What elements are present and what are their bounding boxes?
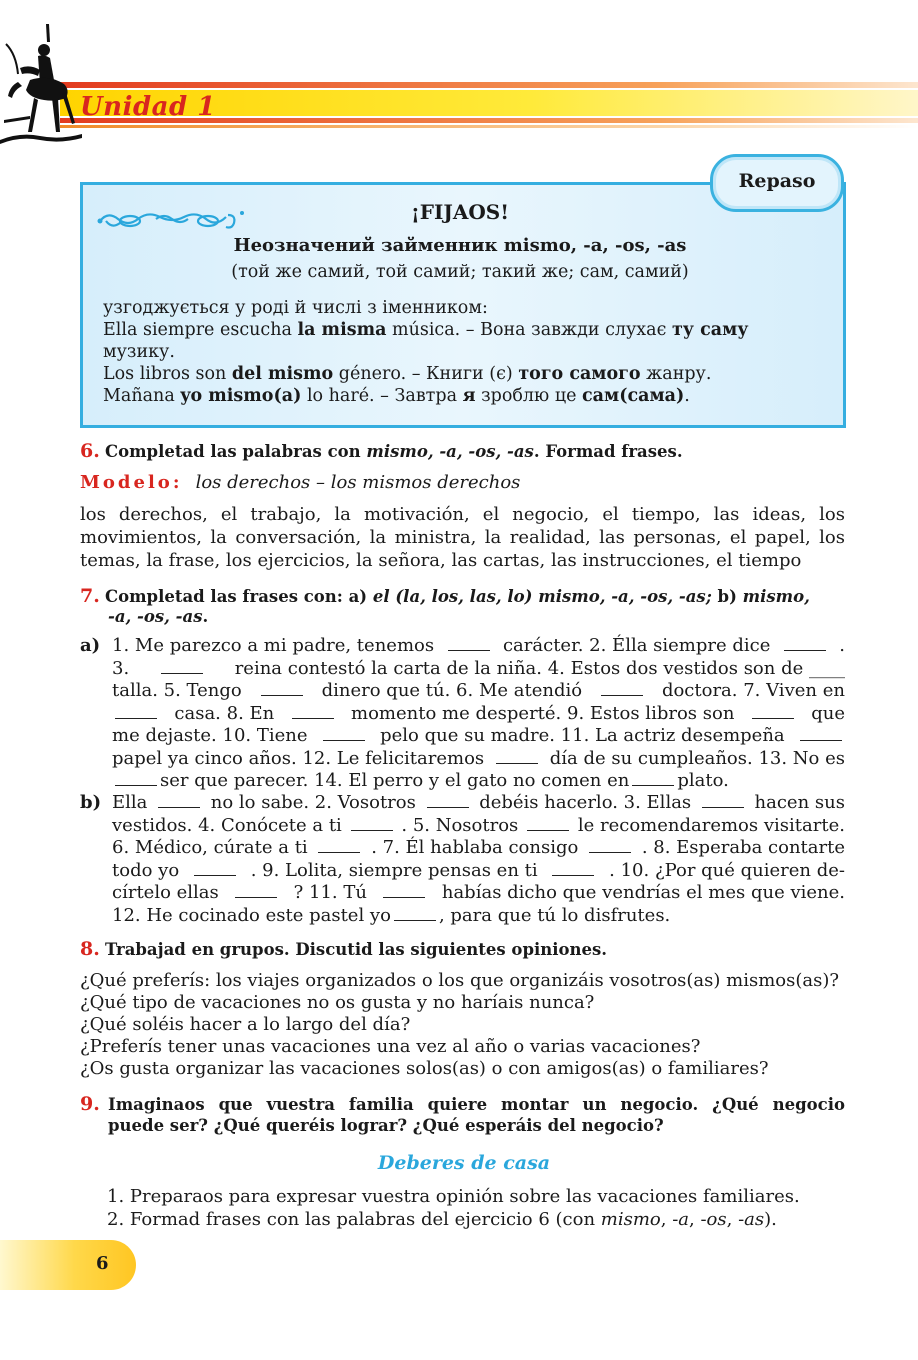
page-number-tab <box>0 1240 136 1290</box>
text: día de su cumpleaños. 13. No es <box>549 747 845 769</box>
exercise-7-line <box>112 837 845 858</box>
text: . <box>684 386 690 406</box>
exercise-8-line: ¿Os gusta organizar las vacaciones solos(as) o con amigos(as) o familiares? <box>80 1058 769 1079</box>
unit-title: Unidad 1 <box>80 92 216 122</box>
blank-field[interactable] <box>589 851 631 853</box>
exercise-6-line: temas, la frase, los ejercicios, la señora, las cartas, las instrucciones, el tiempo <box>80 550 802 571</box>
text: 12. He cocinado este pastel yo <box>112 904 391 926</box>
text: , - <box>689 1209 707 1230</box>
text: as <box>744 1209 765 1230</box>
exercise-9-number <box>80 1093 100 1115</box>
text: el (la, los, las, lo) mismo, -a, -os, -as; <box>372 587 712 606</box>
exercise-7-line <box>112 770 845 791</box>
text: . <box>202 607 209 626</box>
text: doctora. 7. Viven en <box>661 680 845 701</box>
exercise-6-model <box>80 472 520 493</box>
text: talla. 5. Tengo <box>112 680 242 701</box>
text: mismo, <box>742 587 810 606</box>
blank-field[interactable] <box>496 762 538 764</box>
text: habías dicho que vendrías el mes que viene. <box>441 882 845 903</box>
text: 2. Formad frases con las palabras del ejercicio 6 (con <box>107 1209 601 1230</box>
text: ? 11. Tú <box>293 882 367 903</box>
text: la misma <box>297 320 387 340</box>
text: Trabajad en grupos. Discutid las siguientes opiniones. <box>104 940 608 959</box>
blank-field[interactable] <box>784 649 826 651</box>
text: Completad las frases con: a) <box>104 587 373 606</box>
model-label: Modelo: <box>80 472 183 493</box>
text: , para que tú lo disfrutes. <box>438 904 671 926</box>
text: lo haré. – Завтра <box>301 386 463 406</box>
text: Completad las palabras con <box>104 442 367 461</box>
text: . 10. ¿Por qué quieren de- <box>609 859 845 881</box>
exercise-6-header <box>80 440 683 462</box>
exercise-6-line: movimientos, la conversación, la ministra, la realidad, las personas, el papel, los <box>80 527 845 548</box>
text: carácter. 2. Élla siempre dice <box>502 635 771 656</box>
fijaos-title: ¡FIJAOS! <box>411 200 509 224</box>
text: reina contestó la carta de la niña. 4. Estos dos vestidos son de ____ <box>234 657 845 679</box>
text: círtelo ellas <box>112 882 219 903</box>
text: música. – Вона завжди слухає <box>386 320 672 340</box>
text: b) <box>711 587 743 606</box>
text: ). <box>764 1209 777 1230</box>
text: , - <box>726 1209 745 1230</box>
text: . 9. Lolita, siempre pensas en ti <box>250 859 538 881</box>
repaso-label: Repaso <box>738 170 816 192</box>
exercise-number: 6. <box>80 440 100 462</box>
exercise-6-line: los derechos, el trabajo, la motivación, el negocio, el tiempo, las ideas, los <box>80 504 845 525</box>
blank-field[interactable] <box>115 717 157 719</box>
model-text: los derechos – los mismos derechos <box>195 472 521 493</box>
text: зроблю це <box>475 386 582 406</box>
exercise-7-line <box>112 725 845 746</box>
text: dinero que tú. 6. Me atendió <box>321 680 583 701</box>
exercise-7-line <box>112 658 845 679</box>
blank-field[interactable] <box>261 694 303 696</box>
exercise-7-line <box>112 680 845 701</box>
blank-field[interactable] <box>448 649 490 651</box>
part-a-label: a) <box>80 635 101 656</box>
text: me dejaste. 10. Tiene <box>112 725 308 746</box>
blank-field[interactable] <box>632 784 674 786</box>
blank-field[interactable] <box>318 851 360 853</box>
text: -a, -os, -as <box>108 607 203 626</box>
text: я <box>462 386 476 406</box>
text: todo yo <box>112 859 180 881</box>
text: , - <box>660 1209 679 1230</box>
exercise-7-line <box>112 860 845 881</box>
blank-field[interactable] <box>427 806 469 808</box>
homework-item: 1. Preparaos para expresar vuestra opinión sobre las vacaciones familiares. <box>107 1186 800 1207</box>
blank-field[interactable] <box>161 672 203 674</box>
blank-field[interactable] <box>394 919 436 921</box>
exercise-number: 7. <box>80 585 100 607</box>
blank-field[interactable] <box>527 829 569 831</box>
exercise-7-line <box>112 882 845 903</box>
part-b-label: b) <box>80 792 102 813</box>
text: papel ya cinco años. 12. Le felicitaremos <box>112 747 485 769</box>
blank-field[interactable] <box>351 829 393 831</box>
exercise-7-line <box>112 703 845 724</box>
blank-field[interactable] <box>292 717 334 719</box>
text: le recomendaremos visitarte. <box>577 814 845 836</box>
text: del mismo <box>231 364 334 384</box>
exercise-9-line: puede ser? ¿Qué queréis lograr? ¿Qué esperáis del negocio? <box>108 1116 664 1135</box>
exercise-7-line <box>112 748 845 769</box>
text: . 8. Esperaba contarte <box>641 837 845 858</box>
text: debéis hacerlo. 3. Ellas <box>479 792 692 813</box>
text: Ella <box>112 792 148 813</box>
exercise-7-header-cont <box>108 607 208 626</box>
blank-field[interactable] <box>158 806 200 808</box>
text: hacen sus <box>754 792 845 813</box>
blank-field[interactable] <box>752 717 794 719</box>
text: 6. Médico, cúrate a ti <box>112 837 308 858</box>
homework-item <box>107 1209 777 1230</box>
text: Los libros son <box>103 364 232 384</box>
exercise-number: 8. <box>80 938 100 960</box>
text: ser que parecer. 14. El perro y el gato no comen en <box>160 770 630 791</box>
text: mismo <box>600 1209 661 1230</box>
fijaos-example-1-cont: музику. <box>103 342 175 362</box>
exercise-7-line <box>112 815 845 836</box>
blank-field[interactable] <box>601 694 643 696</box>
exercise-7-line <box>112 635 845 656</box>
exercise-8-header <box>80 938 607 960</box>
text: casa. 8. En <box>174 702 275 724</box>
blank-field[interactable] <box>323 739 365 741</box>
text: Ella siempre escucha <box>103 320 298 340</box>
text: 3. <box>112 657 130 679</box>
exercise-8-line: ¿Qué soléis hacer a lo largo del día? <box>80 1014 411 1035</box>
text: . Formad frases. <box>533 442 683 461</box>
fijaos-subtitle: Неозначений займенник mismo, -a, -os, -as <box>233 235 687 256</box>
blank-field[interactable] <box>800 739 842 741</box>
text: vestidos. 4. Conócete a ti <box>112 814 342 836</box>
exercise-number: 9. <box>80 1093 100 1115</box>
text: os <box>706 1209 727 1230</box>
blank-field[interactable] <box>115 784 157 786</box>
text: que <box>811 702 845 724</box>
blank-field[interactable] <box>702 806 744 808</box>
text: mismo, -a, -os, -as <box>366 442 534 461</box>
text: того самого <box>518 364 641 384</box>
fijaos-example-3 <box>103 386 690 406</box>
fijaos-rule: узгоджується у роді й числі з іменником: <box>103 298 488 318</box>
exercise-8-line: ¿Qué tipo de vacaciones no os gusta y no haríais nunca? <box>80 992 595 1013</box>
text: pelo que su madre. 11. La actriz desempeña <box>380 725 785 746</box>
don-quixote-logo-icon <box>0 20 82 150</box>
fijaos-translation: (той же самий, той самий; такий же; сам, самий) <box>231 262 689 282</box>
text: yo mismo(a) <box>180 386 302 406</box>
blank-field[interactable] <box>235 896 277 898</box>
exercise-8-line: ¿Preferís tener unas vacaciones una vez al año o varias vacaciones? <box>80 1036 701 1057</box>
text: ту саму <box>671 320 749 340</box>
text: no lo sabe. 2. Vosotros <box>210 792 416 813</box>
exercise-9-line: Imaginaos que vuestra familia quiere montar un negocio. ¿Qué negocio <box>108 1095 845 1114</box>
text: momento me desperté. 9. Estos libros son <box>351 702 735 724</box>
blank-field[interactable] <box>194 874 236 876</box>
exercise-8-line: ¿Qué preferís: los viajes organizados o los que organizáis vosotros(as) mismos(as)? <box>80 970 840 991</box>
text: жанру. <box>640 364 712 384</box>
exercise-7-line <box>112 905 845 926</box>
text: сам(сама) <box>582 386 685 406</box>
exercise-7-header <box>80 585 810 607</box>
text: . 7. Él hablaba consigo <box>371 837 579 858</box>
text: género. – Книги (є) <box>333 364 519 384</box>
text: a <box>678 1209 690 1230</box>
fijaos-example-2 <box>103 364 711 384</box>
homework-title: Deberes de casa <box>377 1152 551 1174</box>
text: 1. Me parezco a mi padre, tenemos <box>112 635 435 656</box>
text: plato. <box>677 770 729 791</box>
text: . <box>839 635 845 656</box>
blank-field[interactable] <box>383 896 425 898</box>
fijaos-example-1 <box>103 320 817 340</box>
text: Mañana <box>103 386 181 406</box>
exercise-7-line <box>112 792 845 813</box>
text: . 5. Nosotros <box>401 814 519 836</box>
blank-field[interactable] <box>552 874 594 876</box>
page-number: 6 <box>96 1253 109 1274</box>
